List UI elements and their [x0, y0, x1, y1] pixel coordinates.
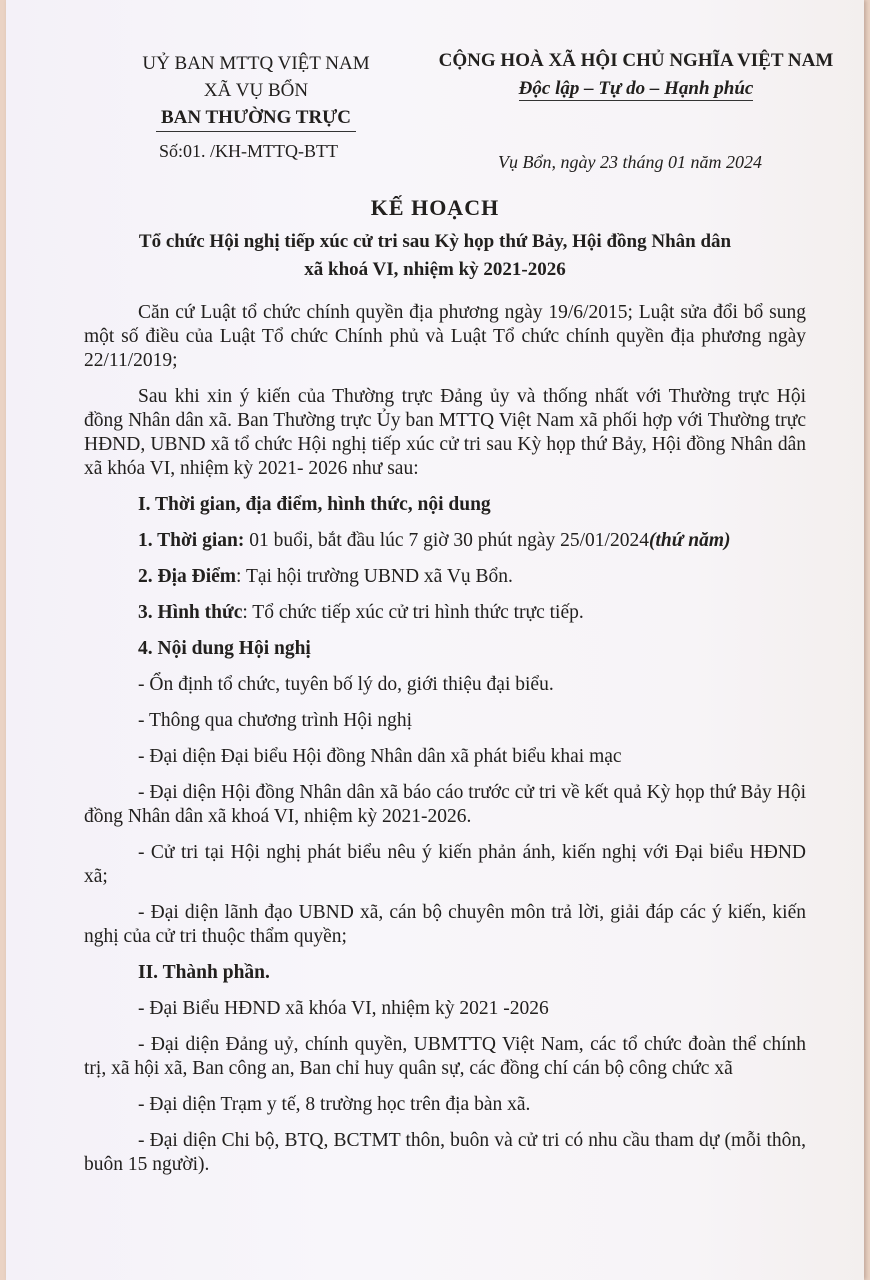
content-item: - Ổn định tổ chức, tuyên bố lý do, giới thiệu đại biểu. [138, 674, 554, 695]
national-motto: Độc lập – Tự do – Hạnh phúc [518, 78, 754, 99]
participant-item: - Đại Biểu HĐND xã khóa VI, nhiệm kỳ 2021 -2026 [138, 998, 549, 1019]
content-item: - Đại diện lãnh đạo UBND xã, cán bộ chuyên môn trả lời, giải đáp các ý kiến, kiến nghị của cử tri thuộc thẩm quyền; [84, 902, 806, 947]
document-date: Vụ Bổn, ngày 23 tháng 01 năm 2024 [498, 152, 762, 172]
participant-item: - Đại diện Trạm y tế, 8 trường học trên địa bàn xã. [138, 1094, 531, 1115]
subtitle-line-2: xã khoá VI, nhiệm kỳ 2021-2026 [304, 259, 566, 280]
time-line [84, 529, 806, 553]
content-item: - Đại diện Đại biểu Hội đồng Nhân dân xã phát biểu khai mạc [138, 746, 622, 767]
document-page [6, 0, 864, 1280]
commune-name: XÃ VỤ BỔN [203, 80, 309, 101]
form-line [84, 601, 806, 625]
document-body [84, 301, 806, 1189]
document-subtitle [6, 228, 864, 284]
place-text: : Tại hội trường UBND xã Vụ Bổn. [236, 566, 513, 587]
form-label: 3. Hình thức [138, 602, 243, 623]
content-item: - Thông qua chương trình Hội nghị [138, 710, 412, 731]
nation-name: CỘNG HOÀ XÃ HỘI CHỦ NGHĨA VIỆT NAM [438, 50, 834, 71]
section-1-heading: I. Thời gian, địa điểm, hình thức, nội dung [138, 494, 491, 515]
intro-paragraph: Sau khi xin ý kiến của Thường trực Đảng ủy và thống nhất với Thường trực Hội đồng Nhân dân xã. Ban Thường trực Ủy ban MTTQ Việt Nam xã phối hợp với Thường trực HĐND, UBND xã tổ chức Hội nghị tiếp xúc cử tri sau Kỳ họp thứ Bảy, Hội đồng Nhân dân xã khóa VI, nhiệm kỳ 2021- 2026 như sau: [84, 386, 806, 479]
legal-basis-paragraph: Căn cứ Luật tổ chức chính quyền địa phương ngày 19/6/2015; Luật sửa đổi bổ sung một số điều của Luật Tổ chức Chính phủ và Luật Tổ chức chính quyền địa phương ngày 22/11/2019; [84, 302, 806, 371]
issuing-authority [101, 50, 411, 165]
document-title: KẾ HOẠCH [370, 195, 500, 220]
time-label: 1. Thời gian: [138, 530, 245, 551]
content-item: - Đại diện Hội đồng Nhân dân xã báo cáo trước cử tri về kết quả Kỳ họp thứ Bảy Hội đồng Nhân dân xã khoá VI, nhiệm kỳ 2021-2026. [84, 782, 806, 827]
content-item: - Cử tri tại Hội nghị phát biểu nêu ý kiến phản ánh, kiến nghị với Đại biểu HĐND xã; [84, 842, 806, 887]
participant-item: - Đại diện Chi bộ, BTQ, BCTMT thôn, buôn và cử tri có nhu cầu tham dự (mỗi thôn, buôn 15 người). [84, 1130, 806, 1175]
header-divider [156, 131, 356, 132]
participant-item: - Đại diện Đảng uỷ, chính quyền, UBMTTQ Việt Nam, các tổ chức đoàn thể chính trị, xã hội xã, Ban công an, Ban chỉ huy quân sự, các đồng chí cán bộ công chức xã [84, 1034, 806, 1079]
form-text: : Tổ chức tiếp xúc cử tri hình thức trực tiếp. [242, 602, 584, 623]
content-heading: 4. Nội dung Hội nghị [138, 638, 311, 659]
section-2-heading: II. Thành phần. [138, 962, 270, 983]
standing-committee: BAN THƯỜNG TRỰC [160, 107, 352, 128]
org-name: UỶ BAN MTTQ VIỆT NAM [142, 53, 370, 74]
document-number: Số:01. /KH-MTTQ-BTT [159, 141, 338, 161]
place-line [84, 565, 806, 589]
national-header [416, 47, 856, 103]
time-weekday: (thứ năm) [648, 530, 731, 551]
time-text: 01 buổi, bắt đầu lúc 7 giờ 30 phút ngày 25/01/2024 [244, 530, 649, 551]
place-label: 2. Địa Điểm [138, 566, 237, 587]
subtitle-line-1: Tổ chức Hội nghị tiếp xúc cử tri sau Kỳ họp thứ Bảy, Hội đồng Nhân dân [138, 231, 732, 252]
